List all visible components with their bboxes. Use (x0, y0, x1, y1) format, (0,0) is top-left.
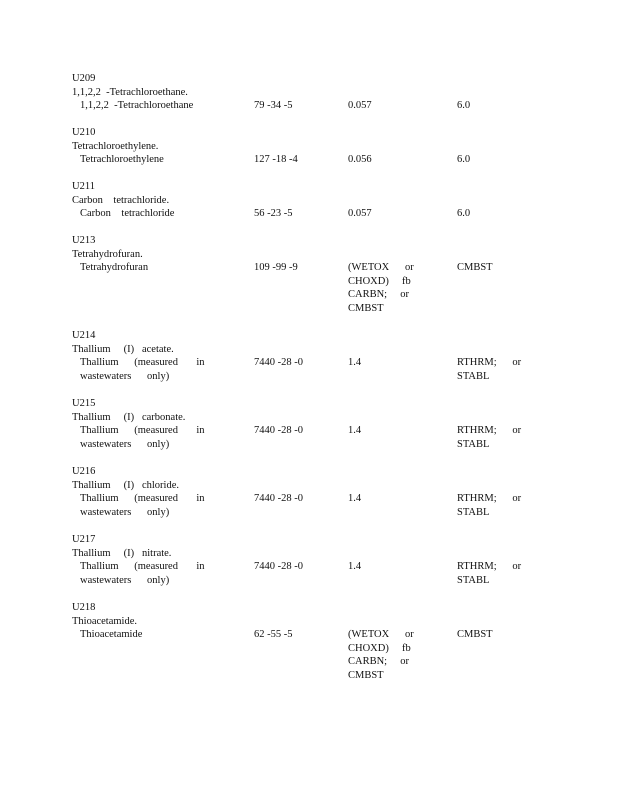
wastewater-line: 0.056 (348, 154, 372, 166)
constituent-name: Thallium (measured in (80, 561, 205, 573)
constituent-name: Tetrachloroethylene (80, 154, 164, 166)
constituent-name-cont: wastewaters only) (80, 574, 170, 586)
waste-code: U209 (72, 73, 96, 84)
cas-number: 109 -99 -9 (254, 262, 298, 274)
wastewater-standard (348, 261, 420, 315)
nonwastewater-line: RTHRM; or (457, 493, 522, 505)
cas-number: 79 -34 -5 (254, 100, 293, 112)
constituent-row (72, 424, 552, 451)
wastewater-line: 1.4 (348, 357, 362, 369)
nonwastewater-line: STABL (457, 506, 490, 518)
wastewater-line: CMBST (348, 669, 384, 681)
nonwastewater-line: CMBST (457, 629, 493, 641)
nonwastewater-standard (457, 99, 529, 113)
waste-code: U215 (72, 398, 96, 409)
waste-entry-u216 (72, 465, 552, 519)
wastewater-line: CHOXD) fb (348, 642, 411, 654)
wastewater-line: CHOXD) fb (348, 275, 411, 287)
waste-description: 1,1,2,2 -Tetrachloroethane. (72, 86, 188, 98)
cas-number: 7440 -28 -0 (254, 357, 303, 369)
constituent-name-cont: wastewaters only) (80, 506, 170, 518)
wastewater-standard (348, 99, 420, 113)
wastewater-line: 0.057 (348, 208, 372, 220)
wastewater-standard (348, 492, 420, 506)
wastewater-standard (348, 628, 420, 682)
waste-code: U216 (72, 466, 96, 477)
wastewater-standard (348, 153, 420, 167)
constituent-name: Tetrahydrofuran (80, 262, 149, 274)
nonwastewater-line: CMBST (457, 262, 493, 274)
wastewater-line: CARBN; or (348, 656, 409, 668)
nonwastewater-standard (457, 261, 529, 275)
nonwastewater-line: STABL (457, 370, 490, 382)
nonwastewater-standard (457, 492, 529, 519)
wastewater-line: 0.057 (348, 100, 372, 112)
wastewater-line: 1.4 (348, 425, 362, 437)
waste-description: Thioacetamide. (72, 615, 138, 627)
wastewater-line: 1.4 (348, 561, 362, 573)
waste-code: U210 (72, 127, 96, 138)
wastewater-standard (348, 424, 420, 438)
waste-code: U217 (72, 534, 96, 545)
nonwastewater-standard (457, 628, 529, 642)
waste-entry-u211 (72, 180, 552, 221)
nonwastewater-line: 6.0 (457, 100, 471, 112)
waste-code: U211 (72, 181, 95, 192)
constituent-row (72, 560, 552, 587)
nonwastewater-line: RTHRM; or (457, 425, 522, 437)
constituent-row (72, 153, 552, 167)
cas-number: 7440 -28 -0 (254, 425, 303, 437)
nonwastewater-standard (457, 356, 529, 383)
constituent-row (72, 628, 552, 681)
waste-description: Tetrachloroethylene. (72, 140, 159, 152)
constituent-name: Thallium (measured in (80, 425, 205, 437)
wastewater-standard (348, 207, 420, 221)
waste-description: Tetrahydrofuran. (72, 248, 143, 260)
waste-description: Thallium (I) chloride. (72, 479, 180, 491)
constituent-name: Carbon tetrachloride (80, 208, 175, 220)
cas-number: 7440 -28 -0 (254, 493, 303, 505)
waste-entry-u213 (72, 234, 552, 314)
waste-code: U218 (72, 602, 96, 613)
nonwastewater-line: STABL (457, 574, 490, 586)
cas-number: 62 -55 -5 (254, 629, 293, 641)
nonwastewater-line: 6.0 (457, 154, 471, 166)
waste-description: Thallium (I) acetate. (72, 343, 174, 355)
waste-description: Carbon tetrachloride. (72, 194, 170, 206)
constituent-row (72, 492, 552, 519)
wastewater-line: (WETOX or (348, 262, 414, 274)
nonwastewater-line: RTHRM; or (457, 357, 522, 369)
nonwastewater-standard (457, 207, 529, 221)
wastewater-standard (348, 560, 420, 574)
waste-description: Thallium (I) carbonate. (72, 411, 186, 423)
cas-number: 7440 -28 -0 (254, 561, 303, 573)
wastewater-line: CARBN; or (348, 289, 409, 301)
wastewater-line: CMBST (348, 302, 384, 314)
nonwastewater-line: 6.0 (457, 208, 471, 220)
waste-entry-u217 (72, 533, 552, 587)
constituent-name-cont: wastewaters only) (80, 370, 170, 382)
nonwastewater-standard (457, 153, 529, 167)
cas-number: 127 -18 -4 (254, 154, 298, 166)
waste-code: U214 (72, 330, 96, 341)
constituent-name: Thioacetamide (80, 629, 143, 641)
waste-description: Thallium (I) nitrate. (72, 547, 172, 559)
waste-entry-u218 (72, 601, 552, 681)
constituent-row (72, 99, 552, 113)
constituent-row (72, 207, 552, 221)
nonwastewater-line: STABL (457, 438, 490, 450)
constituent-row (72, 356, 552, 383)
cas-number: 56 -23 -5 (254, 208, 293, 220)
waste-entry-u215 (72, 397, 552, 451)
wastewater-standard (348, 356, 420, 370)
constituent-name: Thallium (measured in (80, 357, 205, 369)
waste-entry-u210 (72, 126, 552, 167)
constituent-name-cont: wastewaters only) (80, 438, 170, 450)
constituent-name: 1,1,2,2 -Tetrachloroethane (80, 100, 194, 112)
waste-entry-u214 (72, 329, 552, 383)
nonwastewater-standard (457, 424, 529, 451)
waste-entry-u209 (72, 72, 552, 113)
nonwastewater-line: RTHRM; or (457, 561, 522, 573)
waste-code: U213 (72, 235, 96, 246)
wastewater-line: 1.4 (348, 493, 362, 505)
wastewater-line: (WETOX or (348, 629, 414, 641)
constituent-row (72, 261, 552, 314)
constituent-name: Thallium (measured in (80, 493, 205, 505)
nonwastewater-standard (457, 560, 529, 587)
